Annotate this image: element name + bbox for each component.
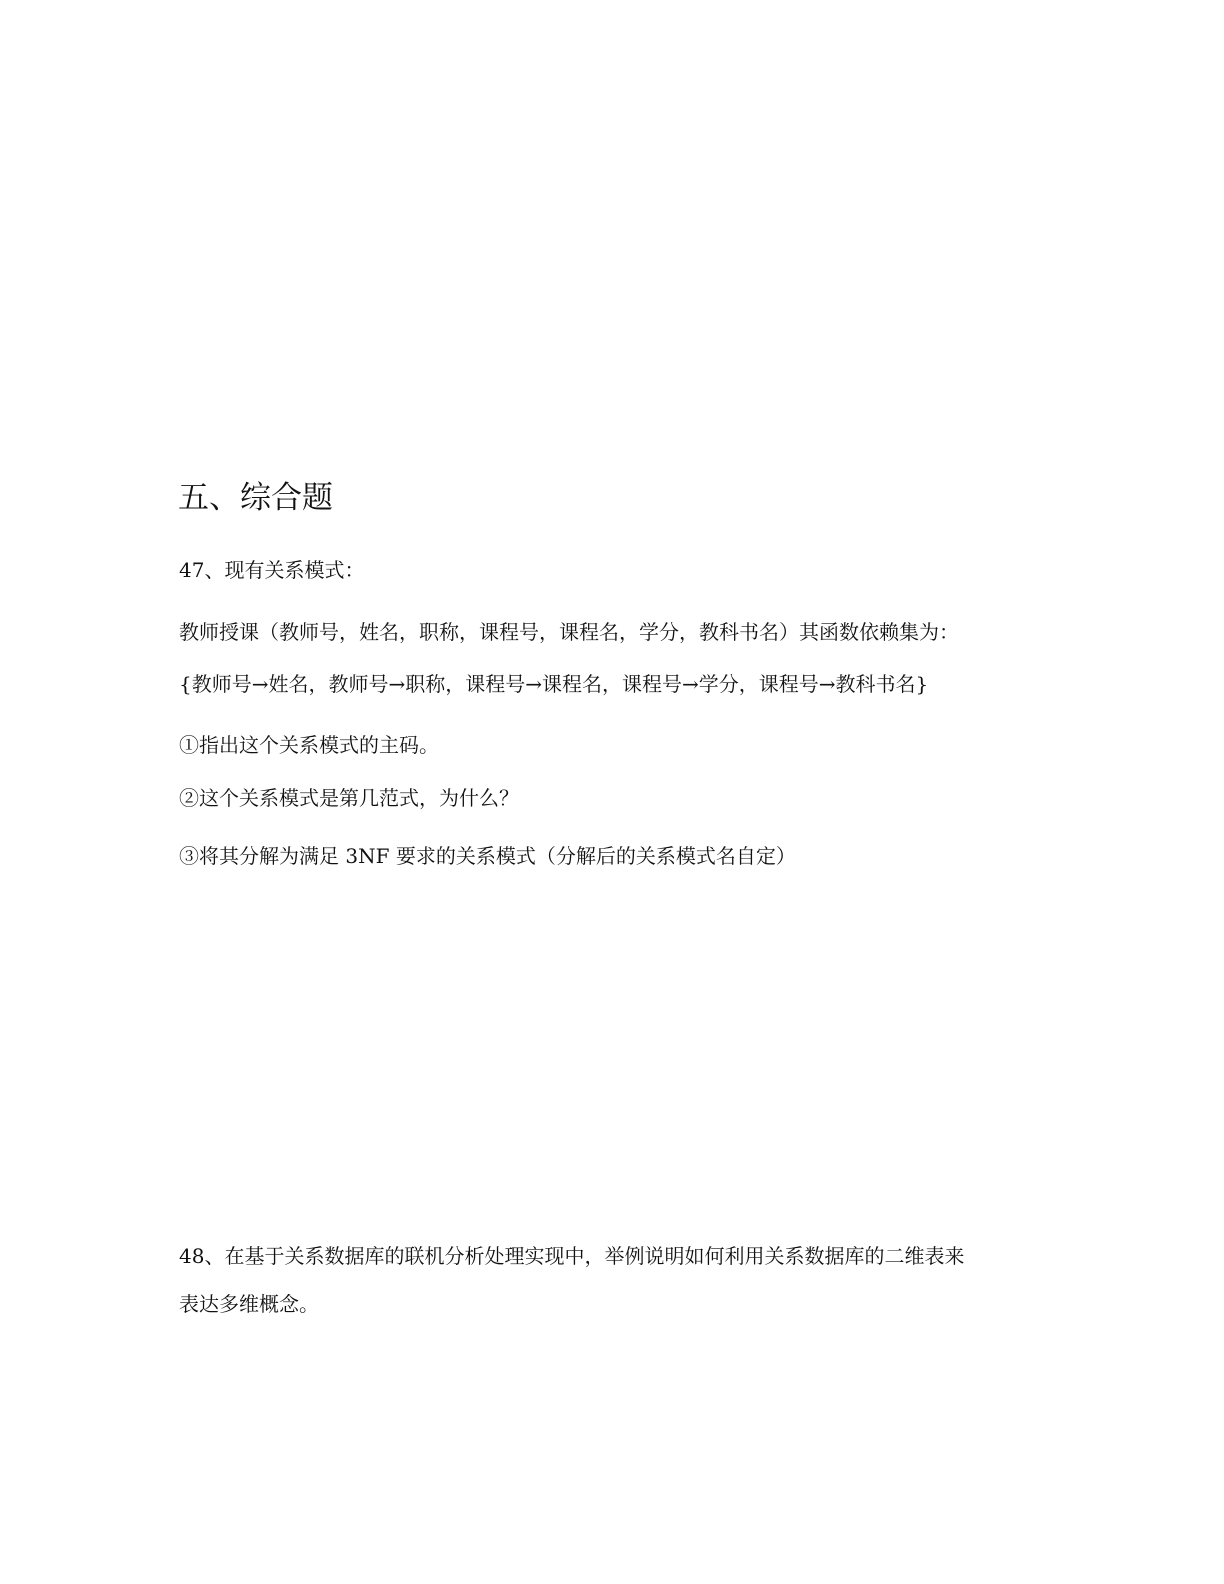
question-47-schema: 教师授课（教师号，姓名，职称，课程号，课程名，学分，教科书名）其函数依赖集为：	[179, 620, 959, 644]
question-48-line-2: 表达多维概念。	[179, 1292, 319, 1316]
question-48-line-1: 48、在基于关系数据库的联机分析处理实现中，举例说明如何利用关系数据库的二维表来	[179, 1244, 965, 1268]
question-47-subquestion-3: ③将其分解为满足 3NF 要求的关系模式（分解后的关系模式名自定）	[179, 844, 796, 868]
question-47-intro: 47、现有关系模式：	[179, 558, 365, 582]
question-47-fd-set: {教师号→姓名，教师号→职称，课程号→课程名，课程号→学分，课程号→教科书名}	[179, 672, 929, 696]
section-heading: 五、综合题	[178, 480, 333, 516]
question-47-subquestion-1: ①指出这个关系模式的主码。	[179, 733, 439, 757]
question-47-subquestion-2: ②这个关系模式是第几范式，为什么？	[179, 786, 519, 810]
